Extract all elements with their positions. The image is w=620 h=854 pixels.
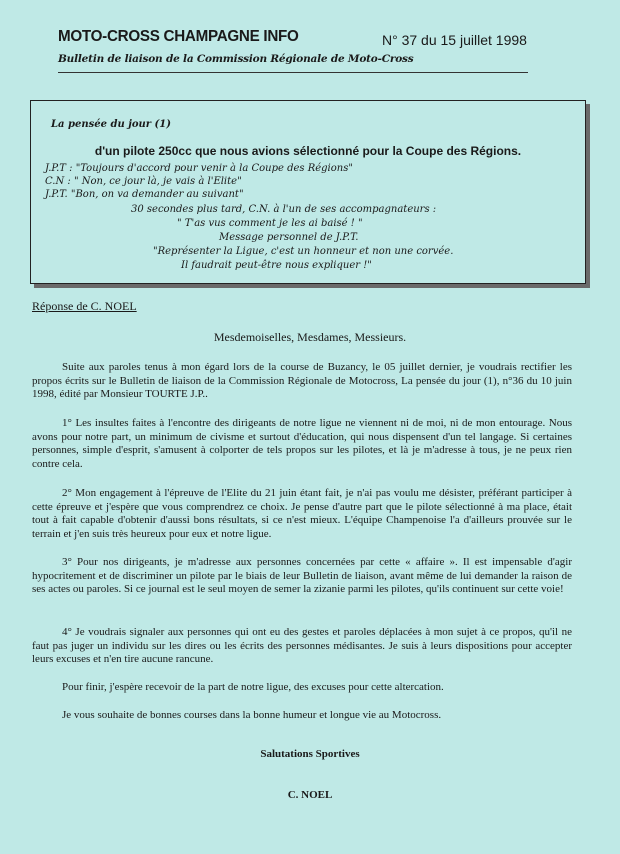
letter-paragraph: Suite aux paroles tenus à mon égard lors de la course de Buzancy, le 05 juillet dernier, je voudrais rectifier les propos écrits sur le Bulletin de liaison de la Commission Régionale de Motocross, La pensée du jour (1), n°36 du 10 juin 1998, édité par Monsieur TOURTE J.P..	[32, 361, 572, 401]
letter-paragraph: Pour finir, j'espère recevoir de la part de notre ligue, des excuses pour cette altercation.	[62, 681, 444, 693]
reply-heading: Réponse de C. NOEL	[32, 299, 137, 313]
quote-line: Message personnel de J.P.T.	[219, 232, 359, 243]
quote-line: 30 secondes plus tard, C.N. à l'un de ses accompagnateurs :	[131, 204, 437, 215]
quote-box-heading: La pensée du jour (1)	[51, 119, 171, 130]
masthead-title: MOTO-CROSS CHAMPAGNE INFO	[58, 28, 299, 45]
quote-line: Il faudrait peut-être nous expliquer !"	[181, 260, 372, 271]
quote-box-lead: d'un pilote 250cc que nous avions sélectionné pour la Coupe des Régions.	[94, 144, 522, 158]
quote-line: C.N : " Non, ce jour là, je vais à l'Elite"	[45, 176, 242, 187]
header-rule	[58, 72, 528, 73]
letter-paragraph: 2° Mon engagement à l'épreuve de l'Elite du 21 juin étant fait, je n'ai pas voulu me désister, préférant participer à cette épreuve et j'espère que vous comprendrez ce choix. Je pense d'autre part que le pilote sélectionné à ma place, était tout à fait capable d'obtenir d'aussi bons résultats, si ce n'est mieux. L'équipe Champenoise l'a d'ailleurs prouvée sur le terrain et j'en suis très heureux pour eux et notre ligue.	[32, 487, 572, 540]
issue-number: N° 37 du 15 juillet 1998	[382, 32, 527, 48]
quote-line: J.P.T : "Toujours d'accord pour venir à la Coupe des Régions"	[45, 163, 353, 174]
letter-paragraph: 1° Les insultes faites à l'encontre des dirigeants de notre ligue ne viennent ni de moi, ni de mon entourage. Nous avons pour notre part, un minimum de civisme et surtout d'éducation, qui nous dispensent d'un tel langage. Si certaines personnes, simple d'esprit, s'amusent à colporter de tels propos sur les pilotes, et là je m'adresse à tous, je ne peux rien contre cela.	[32, 417, 572, 470]
quote-line: " T'as vus comment je les ai baisé ! "	[177, 218, 363, 229]
letter-paragraph: Je vous souhaite de bonnes courses dans la bonne humeur et longue vie au Motocross.	[62, 709, 442, 721]
letter-paragraph: 3° Pour nos dirigeants, je m'adresse aux personnes concernées par cette « affaire ». Il est impensable d'agir hypocritement et de discriminer un pilote par le biais de leur Bulletin de liaison, avant même de lui demander la raison de ses actes ou paroles. Si ce journal est le seul moyen de semer la zizanie parmi les pilotes, qu'ils continuent sur cette voie!	[32, 556, 572, 596]
masthead-subtitle: Bulletin de liaison de la Commission Régionale de Moto-Cross	[58, 53, 414, 65]
quote-line: J.P.T. "Bon, on va demander au suivant"	[45, 189, 244, 200]
signature: C. NOEL	[287, 789, 333, 801]
quote-line: "Représenter la Ligue, c'est un honneur et non une corvée.	[153, 246, 454, 257]
quote-box	[30, 100, 586, 284]
closing: Salutations Sportives	[260, 748, 360, 760]
greeting: Mesdemoiselles, Mesdames, Messieurs.	[213, 330, 407, 344]
letter-paragraph: 4° Je voudrais signaler aux personnes qui ont eu des gestes et paroles déplacées à mon sujet à ce propos, qu'il ne faut pas juger un individu sur les dires ou les écrits des personnes médisantes. Je suis à leurs dispositions pour accepter leurs excuses et n'en tire aucune rancune.	[32, 626, 572, 666]
